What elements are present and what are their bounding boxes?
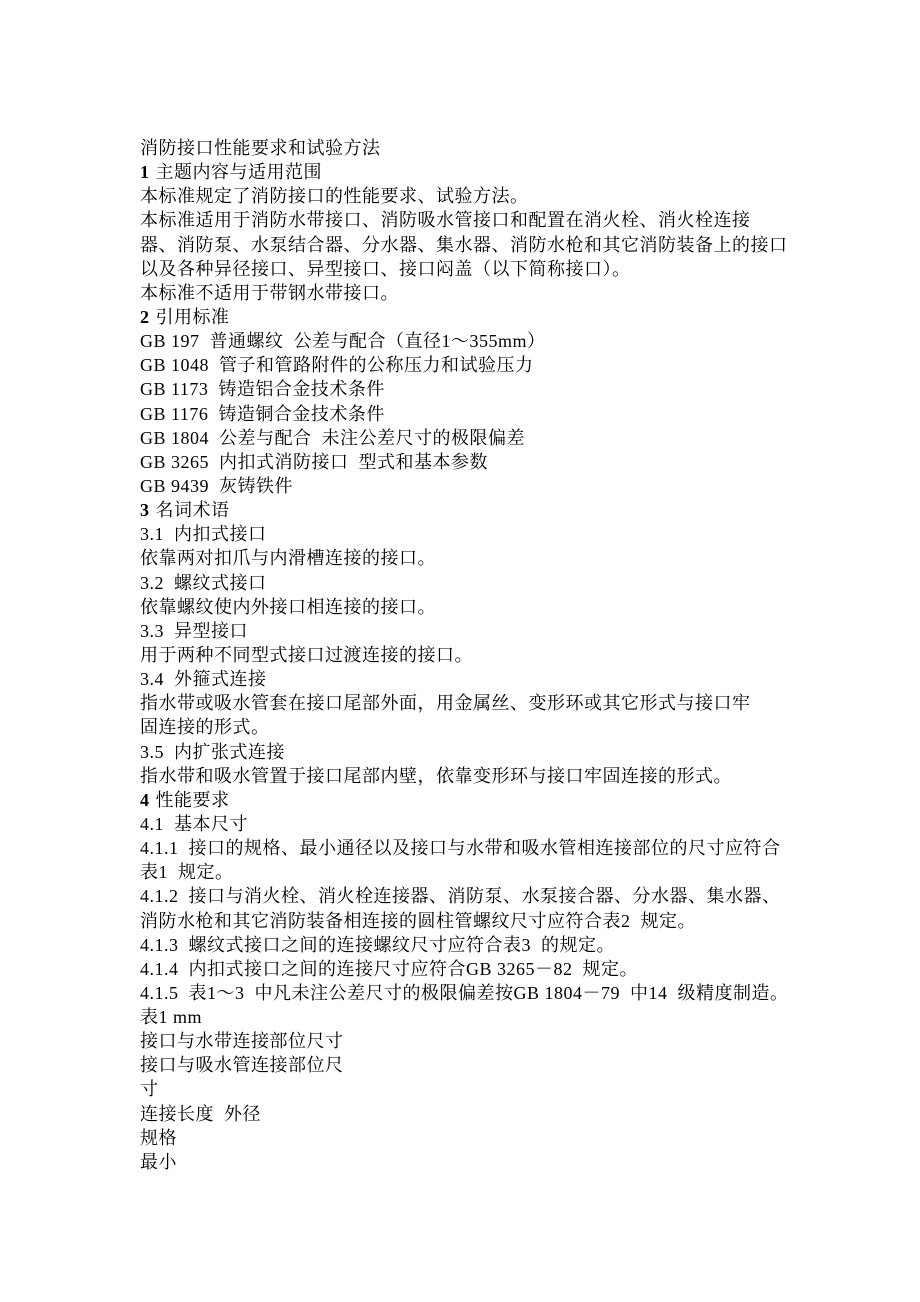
text-line	[140, 402, 800, 426]
line-text: 指水带和吸水管置于接口尾部内壁，依靠变形环与接口牢固连接的形式。	[140, 765, 732, 786]
text-line	[140, 329, 800, 353]
line-text: 寸	[140, 1079, 159, 1100]
line-text: 4.1.2 接口与消火栓、消火栓连接器、消防泵、水泵接合器、分水器、集水器、	[140, 886, 781, 907]
text-line	[140, 1077, 800, 1101]
line-text: 4.1.5 表1～3 中凡未注公差尺寸的极限偏差按GB 1804－79 中14 级精度制造。	[140, 982, 789, 1003]
text-line	[140, 353, 800, 377]
text-line	[140, 740, 800, 764]
line-text: 接口与吸水管连接部位尺	[140, 1055, 344, 1076]
line-text: 3.1 内扣式接口	[140, 524, 267, 545]
line-text: GB 197 普通螺纹 公差与配合（直径1～355mm）	[140, 331, 546, 352]
line-text: 用于两种不同型式接口过渡连接的接口。	[140, 644, 473, 665]
line-text: 器、消防泵、水泵结合器、分水器、集水器、消防水枪和其它消防装备上的接口	[140, 234, 788, 255]
text-line	[140, 884, 800, 908]
line-text: 4.1.3 螺纹式接口之间的连接螺纹尺寸应符合表3 的规定。	[140, 934, 615, 955]
line-text: 3.2 螺纹式接口	[140, 572, 267, 593]
text-line	[140, 909, 800, 933]
text-line	[140, 571, 800, 595]
text-line	[140, 667, 800, 691]
text-line	[140, 1029, 800, 1053]
line-text: 4.1.1 接口的规格、最小通径以及接口与水带和吸水管相连接部位的尺寸应符合	[140, 838, 781, 859]
section-number: 2	[140, 306, 150, 327]
line-text: 最小	[140, 1151, 177, 1172]
line-text: GB 1048 管子和管路附件的公称压力和试验压力	[140, 355, 534, 376]
text-line	[140, 1126, 800, 1150]
line-text: GB 1176 铸造铜合金技术条件	[140, 403, 385, 424]
text-line	[140, 546, 800, 570]
document-title: 消防接口性能要求和试验方法	[140, 138, 381, 158]
line-text: 表1 mm	[140, 1007, 203, 1028]
text-line	[140, 281, 800, 305]
text-line	[140, 860, 800, 884]
text-line	[140, 595, 800, 619]
line-text: 引用标准	[155, 306, 230, 327]
line-text: 3.5 内扩张式连接	[140, 741, 285, 762]
line-text: GB 1173 铸造铝合金技术条件	[140, 379, 385, 400]
text-line	[140, 643, 800, 667]
line-text: GB 3265 内扣式消防接口 型式和基本参数	[140, 451, 489, 472]
text-line	[140, 426, 800, 450]
text-line	[140, 691, 800, 715]
text-line	[140, 233, 800, 257]
line-text: 依靠螺纹使内外接口相连接的接口。	[140, 596, 436, 617]
text-line	[140, 1150, 800, 1174]
section-heading	[140, 305, 800, 329]
line-text: 性能要求	[155, 789, 230, 810]
line-text: 3.3 异型接口	[140, 620, 248, 641]
line-text: 本标准不适用于带钢水带接口。	[140, 282, 399, 303]
line-text: 表1 规定。	[140, 862, 234, 883]
section-heading	[140, 160, 800, 184]
text-line	[140, 184, 800, 208]
line-text: 4.1 基本尺寸	[140, 813, 248, 834]
text-line	[140, 836, 800, 860]
line-text: 3.4 外箍式连接	[140, 669, 267, 690]
line-text: 4.1.4 内扣式接口之间的连接尺寸应符合GB 3265－82 规定。	[140, 958, 639, 979]
text-line	[140, 715, 800, 739]
text-line	[140, 208, 800, 232]
line-text: 主题内容与适用范围	[155, 162, 322, 183]
line-text: GB 1804 公差与配合 未注公差尺寸的极限偏差	[140, 427, 526, 448]
text-line	[140, 1102, 800, 1126]
line-text: GB 9439 灰铸铁件	[140, 475, 294, 496]
text-line	[140, 981, 800, 1005]
section-number: 1	[140, 162, 150, 183]
line-text: 接口与水带连接部位尺寸	[140, 1031, 344, 1052]
line-text: 依靠两对扣爪与内滑槽连接的接口。	[140, 548, 436, 569]
text-line	[140, 522, 800, 546]
text-line	[140, 257, 800, 281]
line-text: 固连接的形式。	[140, 717, 270, 738]
line-text: 规格	[140, 1127, 177, 1148]
section-number: 3	[140, 500, 150, 521]
line-text: 指水带或吸水管套在接口尾部外面，用金属丝、变形环或其它形式与接口牢	[140, 693, 751, 714]
text-line	[140, 933, 800, 957]
line-text: 本标准适用于消防水带接口、消防吸水管接口和配置在消火栓、消火栓连接	[140, 210, 751, 231]
document-body	[140, 136, 800, 1174]
section-heading	[140, 788, 800, 812]
text-line	[140, 957, 800, 981]
text-line	[140, 764, 800, 788]
line-text: 本标准规定了消防接口的性能要求、试验方法。	[140, 186, 529, 207]
line-text: 连接长度 外径	[140, 1103, 261, 1124]
section-heading	[140, 498, 800, 522]
text-line	[140, 474, 800, 498]
line-text: 消防水枪和其它消防装备相连接的圆柱管螺纹尺寸应符合表2 规定。	[140, 910, 696, 931]
text-line	[140, 377, 800, 401]
text-line	[140, 619, 800, 643]
section-number: 4	[140, 789, 150, 810]
line-text: 名词术语	[155, 500, 230, 521]
line-text: 以及各种异径接口、异型接口、接口闷盖（以下简称接口）。	[140, 258, 631, 279]
text-line	[140, 1005, 800, 1029]
text-line	[140, 1053, 800, 1077]
text-line	[140, 450, 800, 474]
text-line	[140, 812, 800, 836]
